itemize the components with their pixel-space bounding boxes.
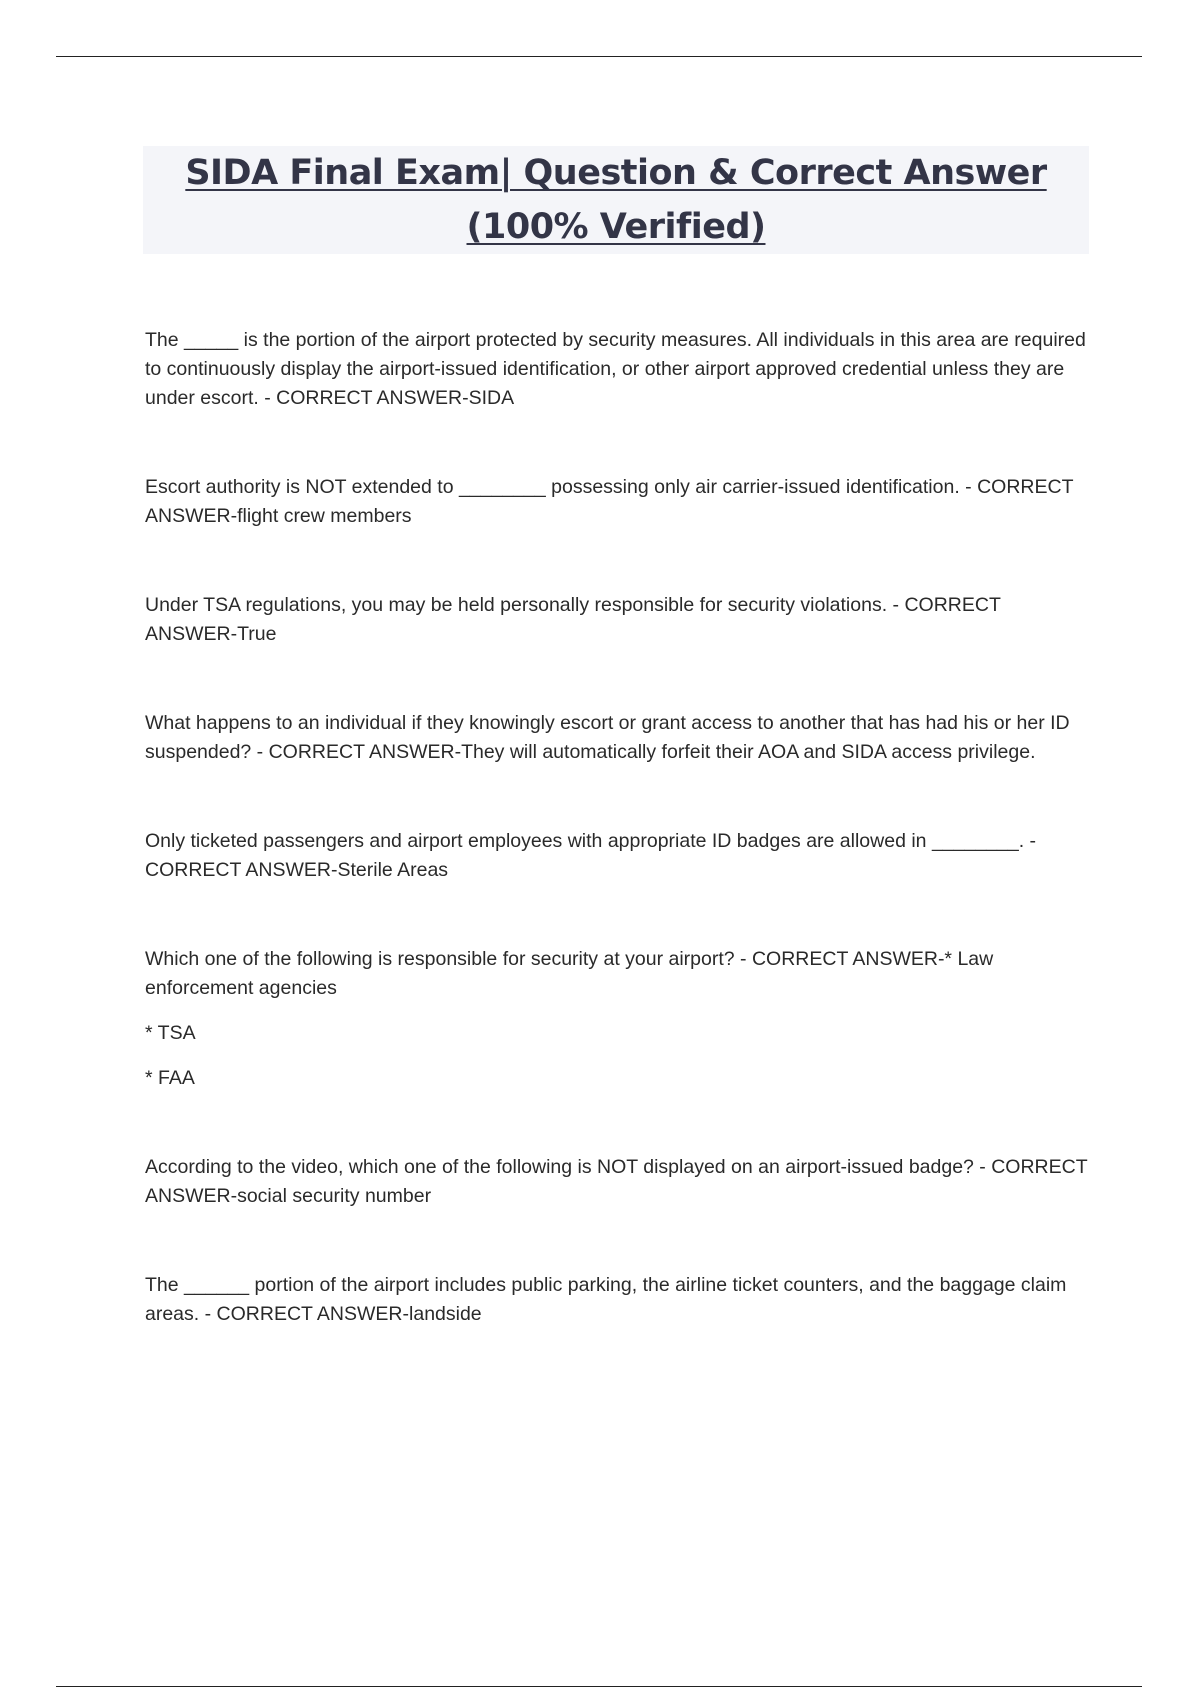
top-rule: [56, 56, 1142, 57]
answer-bullet-tsa: * TSA: [145, 1022, 196, 1044]
bottom-rule: [56, 1686, 1142, 1687]
page-title: SIDA Final Exam| Question & Correct Answer (100% Verified): [185, 153, 1047, 247]
qa-item-6-group: [145, 945, 1095, 1093]
answer-bullet-faa: * FAA: [145, 1067, 195, 1089]
qa-item-1: The _____ is the portion of the airport protected by security measures. All individuals in this area are required to continuously display the airport-issued identification, or other airport approved credential unless they are under escort. - CORRECT ANSWER-SIDA: [145, 329, 1086, 409]
title-banner: [143, 146, 1089, 254]
qa-item-7: According to the video, which one of the following is NOT displayed on an airport-issued badge? - CORRECT ANSWER-social security number: [145, 1156, 1088, 1207]
qa-item-3: Under TSA regulations, you may be held personally responsible for security violations. - CORRECT ANSWER-True: [145, 594, 1001, 645]
qa-item-5: Only ticketed passengers and airport employees with appropriate ID badges are allowed in ________. - CORRECT ANSWER-Sterile Areas: [145, 830, 1037, 881]
qa-item-6: Which one of the following is responsible for security at your airport? - CORRECT ANSWER-* Law enforcement agencies: [145, 948, 994, 999]
qa-item-8: The ______ portion of the airport includes public parking, the airline ticket counters, and the baggage claim areas. - CORRECT ANSWER-landside: [145, 1274, 1067, 1325]
qa-item-4: What happens to an individual if they knowingly escort or grant access to another that has had his or her ID suspended? - CORRECT ANSWER-They will automatically forfeit their AOA and SIDA access privilege.: [145, 712, 1070, 763]
qa-item-2: Escort authority is NOT extended to ________ possessing only air carrier-issued identification. - CORRECT ANSWER-flight crew members: [145, 476, 1074, 527]
qa-list: [145, 326, 1095, 1329]
